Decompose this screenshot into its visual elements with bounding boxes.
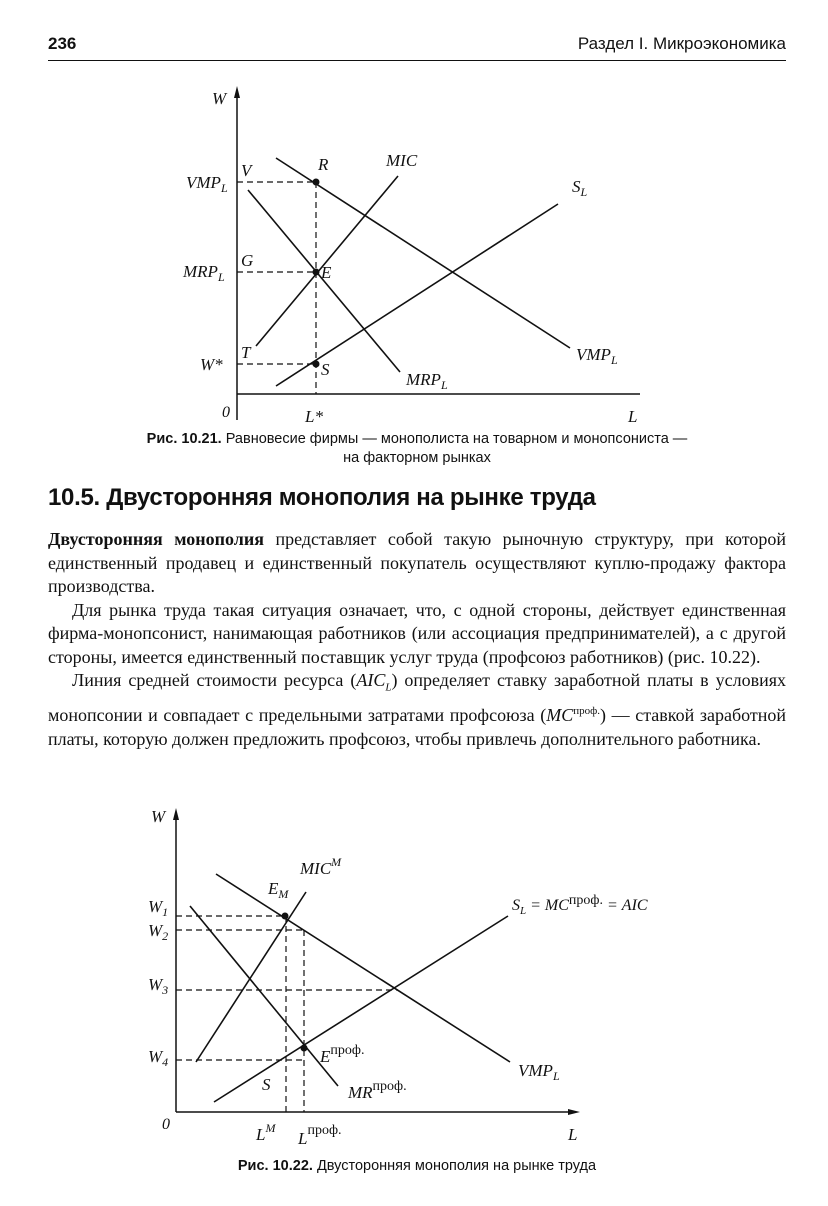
- w1-label: $W_1$: [148, 897, 169, 919]
- caption-number: Рис. 10.22.: [237, 1158, 313, 1174]
- section-name: Раздел I. Микроэкономика: [577, 34, 786, 53]
- caption-text: Равновесие фирмы — монополиста на товарном и монопсониста —: [225, 431, 688, 447]
- mc-superscript: проф.: [573, 705, 600, 718]
- vmp-label: $VMP_L$: [518, 1061, 560, 1083]
- y-axis-label: W: [151, 807, 166, 826]
- y-axis-arrow: [234, 86, 240, 98]
- point-s-label: S: [321, 360, 330, 379]
- mrp-curve-label: $MRP_L$: [406, 370, 448, 392]
- origin-label: 0: [222, 404, 230, 421]
- vmp-curve-label: $VMP_L$: [576, 345, 618, 367]
- vmp-curve: [216, 874, 510, 1062]
- point-eprof: [301, 1045, 308, 1052]
- point-r-label: R: [318, 155, 329, 174]
- w3-label: $W_3$: [148, 975, 169, 997]
- em-label: $E_M$: [268, 879, 289, 901]
- paragraph-1: [48, 528, 786, 599]
- paragraph-1-text: представляет собой такую рыночную структуру, при которой единственный продавец и единственный покупатель осуществляют куплю-продажу фактора производства.: [48, 529, 786, 596]
- figure-10-21-caption: [48, 430, 786, 468]
- point-r: [313, 179, 320, 186]
- point-g-label: G: [241, 251, 254, 270]
- aic-subscript: L: [385, 681, 392, 694]
- term-bold: Двусторонняя монополия: [48, 529, 264, 549]
- body-text: [48, 528, 786, 751]
- x-axis-label: L: [568, 1125, 578, 1144]
- point-e-label: E: [321, 263, 332, 282]
- mic-label: MIC: [386, 151, 418, 170]
- origin-label: 0: [162, 1116, 170, 1133]
- figure-10-22: [0, 800, 828, 1150]
- point-t-label: T: [241, 343, 251, 362]
- l-star-label: L*: [305, 407, 323, 426]
- mic-m-label: $MIC^M$: [300, 855, 342, 878]
- x-axis-label: L: [628, 407, 638, 426]
- point-v-label: V: [241, 161, 252, 180]
- y-axis-arrow: [173, 808, 179, 820]
- caption-text: Двусторонняя монополия на рынке труда: [316, 1158, 597, 1174]
- x-axis-arrow: [568, 1109, 580, 1115]
- w2-label: $W_2$: [148, 921, 169, 943]
- sl-label: $S_L$: [572, 177, 588, 199]
- w4-label: $W_4$: [148, 1047, 169, 1069]
- figure-10-22-caption: [48, 1157, 786, 1176]
- lm-label: $L^M$: [256, 1121, 276, 1144]
- eprof-label: $E^{проф.}$: [320, 1043, 365, 1066]
- sl-equation-label: $S_L$ = MCпроф. = AIC: [512, 893, 648, 917]
- mr-prof-label: $MR^{проф.}$: [348, 1079, 407, 1102]
- aic-symbol: AIC: [356, 670, 386, 690]
- y-axis-label: W: [212, 89, 227, 108]
- paragraph-3: [48, 669, 786, 751]
- lprof-label: $L^{проф.}$: [298, 1123, 342, 1148]
- caption-text-2: на факторном рынках: [343, 450, 491, 466]
- vmp-tick-label: $VMP_L$: [186, 173, 228, 195]
- mrp-tick-label: $MRP_L$: [183, 262, 225, 284]
- point-e: [313, 269, 320, 276]
- w-star-label: W*: [200, 355, 223, 374]
- sl-curve: [214, 916, 508, 1102]
- paragraph-2: Для рынка труда такая ситуация означает, что, с одной стороны, действует единственная фирма-монопсонист, нанимающая работников (или ассоциация предпринимателей), а с другой стороны, имеется единственный поставщик услуг труда (профсоюз работников) (рис. 10.22).: [48, 599, 786, 667]
- mic-m-curve: [196, 892, 306, 1062]
- point-em: [282, 913, 289, 920]
- p3-text-a: Линия средней стоимости ресурса (: [72, 670, 357, 690]
- caption-number: Рис. 10.21.: [146, 431, 222, 447]
- sl-curve: [276, 204, 558, 386]
- mr-prof-curve: [190, 906, 338, 1086]
- vmp-curve: [276, 158, 570, 348]
- p3-text-b: ) определяет ставку заработной платы в условиях монопсонии и совпадает с предельными затратами профсоюза (: [48, 670, 787, 726]
- p3-text-c: ) — ставкой заработной платы, которую должен предложить профсоюз, чтобы привлечь дополнительного работника.: [48, 705, 787, 749]
- section-title: 10.5. Двусторонняя монополия на рынке труда: [48, 484, 596, 511]
- point-s-label: S: [262, 1075, 271, 1094]
- running-head: [48, 30, 786, 61]
- mc-symbol: MC: [546, 705, 574, 726]
- page-number: 236: [48, 34, 77, 53]
- point-s: [313, 361, 320, 368]
